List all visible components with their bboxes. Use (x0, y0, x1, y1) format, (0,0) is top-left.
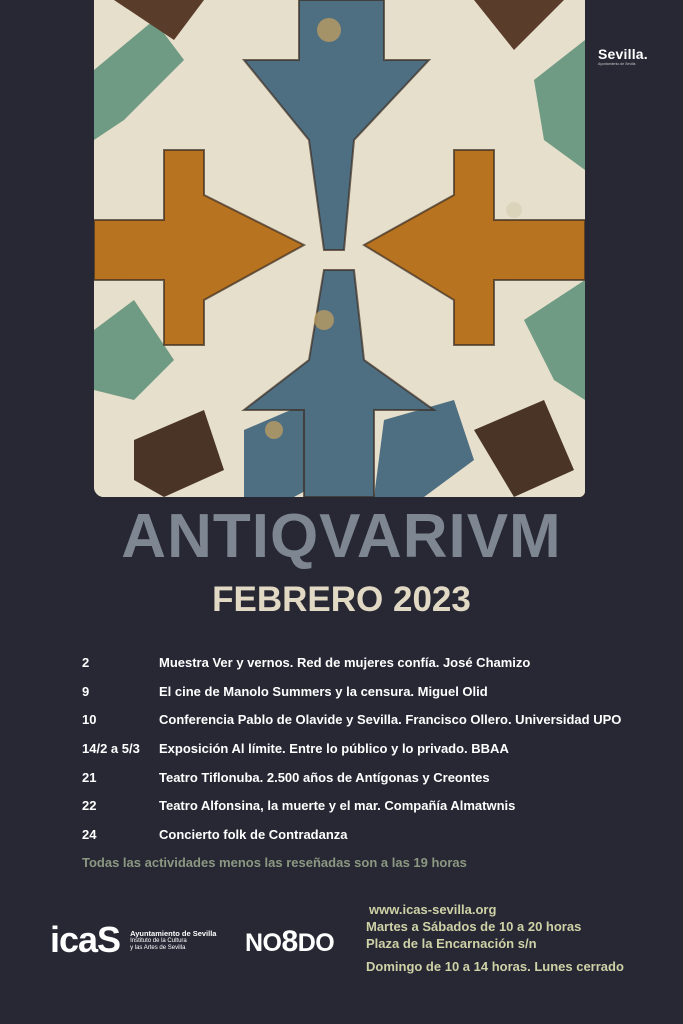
event-desc: El cine de Manolo Summers y la censura. Miguel Olid (159, 683, 488, 699)
event-date: 10 (82, 712, 97, 728)
list-item (82, 820, 662, 849)
icas-line3: y las Artes de Sevilla (130, 944, 186, 951)
event-date: 24 (82, 826, 97, 842)
website-link[interactable]: www.icas-sevilla.org (369, 902, 497, 917)
event-desc: Teatro Tiflonuba. 2.500 años de Antígonas y Creontes (159, 769, 490, 785)
icas-text (130, 929, 216, 952)
contact-info (366, 901, 624, 975)
event-desc: Conferencia Pablo de Olavide y Sevilla. Francisco Ollero. Universidad UPO (159, 712, 622, 728)
no8do-eight: 8 (281, 925, 298, 958)
icas-line2: Instituto de la Cultura (130, 937, 187, 944)
page-subtitle: FEBRERO 2023 (212, 580, 471, 619)
event-date: 9 (82, 683, 90, 699)
tile-image (94, 0, 585, 497)
opening-hours: Martes a Sábados de 10 a 20 horas (366, 919, 582, 935)
list-item (82, 734, 662, 763)
icas-line1: Ayuntamiento de Sevilla (130, 928, 217, 938)
event-date: 2 (82, 654, 90, 670)
sevilla-logo-word: Sevilla. (598, 46, 648, 62)
event-desc: Concierto folk de Contradanza (159, 826, 348, 842)
list-item (82, 648, 662, 677)
sevilla-logo-sub: Ayuntamiento de Sevilla (598, 62, 636, 66)
list-item (82, 763, 662, 792)
events-list (82, 648, 662, 849)
page-title: ANTIQVARIVM (121, 502, 562, 571)
event-desc: Teatro Alfonsina, la muerte y el mar. Compañía Almatwnis (159, 798, 516, 814)
list-item (82, 791, 662, 820)
event-desc: Muestra Ver y vernos. Red de mujeres confía. José Chamizo (159, 654, 531, 670)
list-item (82, 705, 662, 734)
event-desc: Exposición Al límite. Entre lo público y lo privado. BBAA (159, 740, 509, 756)
event-date: 14/2 a 5/3 (82, 740, 140, 756)
icas-logo (50, 918, 216, 962)
no8do-c: DO (297, 929, 335, 957)
sunday-hours: Domingo de 10 a 14 horas. Lunes cerrado (366, 958, 624, 974)
address: Plaza de la Encarnación s/n (366, 936, 537, 952)
event-date: 22 (82, 798, 97, 814)
list-item (82, 677, 662, 706)
andalusian-tile-icon (94, 0, 585, 497)
schedule-note: Todas las actividades menos las reseñadas son a las 19 horas (82, 855, 467, 870)
no8do-a: NO (245, 929, 282, 957)
event-date: 21 (82, 769, 97, 785)
icas-mark: icaS (50, 919, 121, 960)
no8do-logo (245, 924, 334, 961)
sevilla-logo (598, 46, 660, 66)
